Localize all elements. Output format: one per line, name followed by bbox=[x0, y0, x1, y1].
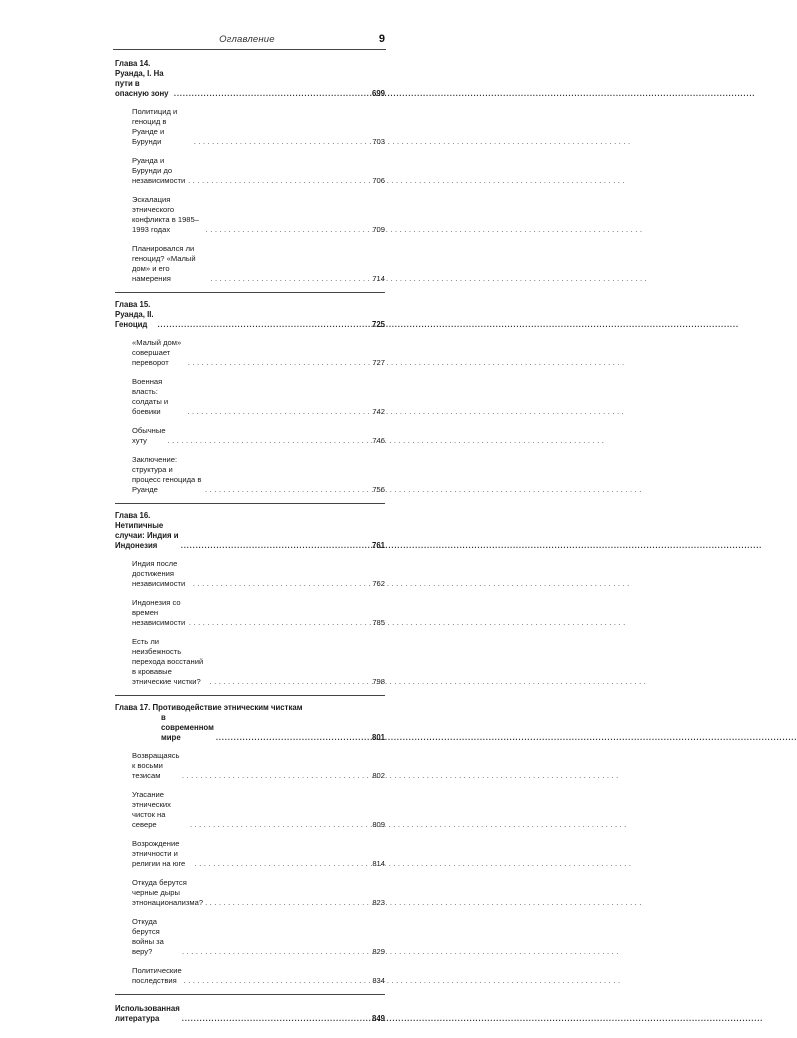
section-title: Откуда берутся черные дыры этнонационализма? bbox=[132, 878, 204, 907]
toc-section-entry[interactable] bbox=[115, 917, 385, 957]
toc-section-entry[interactable] bbox=[115, 244, 385, 284]
section-title: Политические последствия bbox=[132, 966, 182, 985]
section-title: Планировался ли геноцид? «Малый дом» и его намерения bbox=[132, 244, 209, 284]
section-page: 714 bbox=[372, 274, 385, 283]
toc-section-entry[interactable] bbox=[115, 195, 385, 235]
dot-leader bbox=[194, 137, 371, 147]
dot-leader bbox=[184, 976, 371, 986]
section-title: Есть ли неизбежность перехода восстаний в кровавые этнические чистки? bbox=[132, 637, 209, 687]
chapter-title-line2: в современном мире bbox=[161, 713, 214, 742]
dot-leader bbox=[206, 225, 371, 235]
section-title: Индия после достижения независимости bbox=[132, 559, 192, 589]
toc-chapter-entry[interactable] bbox=[115, 511, 385, 551]
toc-section-entry[interactable] bbox=[115, 598, 385, 628]
bibliography-title: Использованная литература bbox=[115, 1004, 180, 1023]
toc-section-entry[interactable] bbox=[115, 966, 385, 986]
toc-bibliography-entry[interactable] bbox=[115, 1004, 385, 1024]
header-divider bbox=[113, 49, 386, 50]
section-title: Возвращаясь к восьми тезисам bbox=[132, 751, 180, 780]
section-page: 742 bbox=[372, 407, 385, 416]
dot-leader bbox=[188, 358, 371, 368]
dot-leader bbox=[205, 898, 370, 908]
section-title: Откуда берутся войны за веру? bbox=[132, 917, 181, 957]
dot-leader bbox=[193, 579, 370, 589]
toc-section-entry[interactable] bbox=[115, 559, 385, 589]
toc-section-entry[interactable] bbox=[115, 878, 385, 908]
dot-leader bbox=[157, 320, 370, 330]
dot-leader bbox=[182, 1014, 370, 1024]
dot-leader bbox=[182, 771, 370, 781]
section-page: 829 bbox=[372, 947, 385, 956]
dot-leader bbox=[187, 407, 370, 417]
toc-chapter-entry[interactable] bbox=[115, 703, 385, 713]
section-page: 746 bbox=[372, 436, 385, 445]
toc-section-entry[interactable] bbox=[115, 751, 385, 781]
section-title: Обычные хуту bbox=[132, 426, 166, 445]
dot-leader bbox=[189, 618, 370, 628]
toc-chapter-entry[interactable] bbox=[115, 59, 385, 99]
chapter-page: 761 bbox=[371, 541, 385, 550]
chapter-17 bbox=[115, 703, 385, 995]
section-title: Руанда и Бурунди до независимости bbox=[132, 156, 186, 185]
toc-section-entry[interactable] bbox=[115, 839, 385, 869]
toc-section-entry[interactable] bbox=[115, 338, 385, 368]
section-title: Возрождение этничности и религии на юге bbox=[132, 839, 194, 869]
running-header bbox=[115, 33, 385, 47]
section-page: 709 bbox=[372, 225, 385, 234]
dot-leader bbox=[188, 176, 370, 186]
chapter-title: Глава 15. Руанда, II. Геноцид bbox=[115, 300, 156, 330]
toc-section-entry[interactable] bbox=[115, 156, 385, 186]
section-title: Эскалация этнического конфликта в 1985–1993 годах bbox=[132, 195, 205, 235]
section-page: 706 bbox=[372, 176, 385, 185]
section-page: 798 bbox=[372, 677, 385, 686]
table-of-contents bbox=[115, 59, 385, 1038]
bibliography-page: 849 bbox=[371, 1014, 385, 1023]
toc-section-entry[interactable] bbox=[115, 377, 385, 417]
section-title: Политицид и геноцид в Руанде и Бурунди bbox=[132, 107, 193, 147]
toc-section-entry[interactable] bbox=[115, 637, 385, 687]
section-page: 756 bbox=[372, 485, 385, 494]
running-header-title: Оглавление bbox=[219, 34, 275, 45]
toc-section-entry[interactable] bbox=[115, 107, 385, 147]
chapter-page: 699 bbox=[371, 89, 385, 98]
section-page: 703 bbox=[372, 137, 385, 146]
dot-leader bbox=[210, 274, 370, 284]
section-title: Угасание этнических чисток на севере bbox=[132, 790, 189, 830]
dot-leader bbox=[168, 436, 371, 446]
dot-leader bbox=[174, 89, 370, 99]
chapter-14 bbox=[115, 59, 385, 293]
section-title: Индонезия со времен независимости bbox=[132, 598, 188, 628]
dot-leader bbox=[216, 733, 370, 743]
dot-leader bbox=[190, 820, 370, 830]
section-page: 727 bbox=[372, 358, 385, 367]
dot-leader bbox=[195, 859, 371, 869]
section-page: 809 bbox=[372, 820, 385, 829]
section-page: 834 bbox=[372, 976, 385, 985]
dot-leader bbox=[182, 947, 370, 957]
page-number: 9 bbox=[378, 33, 385, 45]
toc-section-entry[interactable] bbox=[115, 455, 385, 495]
toc-section-entry[interactable] bbox=[115, 790, 385, 830]
chapter-page: 725 bbox=[371, 320, 385, 329]
dot-leader bbox=[210, 677, 371, 687]
section-page: 802 bbox=[372, 771, 385, 780]
chapter-title-line1: Глава 17. Противодействие этническим чисткам bbox=[115, 703, 303, 712]
section-page: 785 bbox=[372, 618, 385, 627]
section-page: 762 bbox=[372, 579, 385, 588]
toc-chapter-entry[interactable] bbox=[115, 300, 385, 330]
section-title: Заключение: структура и процесс геноцида в Руанде bbox=[132, 455, 204, 495]
section-page: 814 bbox=[372, 859, 385, 868]
section-page: 823 bbox=[372, 898, 385, 907]
toc-chapter-entry-continued[interactable] bbox=[115, 713, 385, 743]
section-title: «Малый дом» совершает переворот bbox=[132, 338, 187, 368]
dot-leader bbox=[205, 485, 370, 495]
chapter-title: Глава 14. Руанда, I. На пути в опасную зону bbox=[115, 59, 173, 99]
bibliography bbox=[115, 1004, 385, 1038]
chapter-15 bbox=[115, 300, 385, 504]
chapter-page: 801 bbox=[371, 733, 385, 742]
dot-leader bbox=[181, 541, 370, 551]
section-title: Военная власть: солдаты и боевики bbox=[132, 377, 186, 417]
chapter-16 bbox=[115, 511, 385, 696]
chapter-title: Глава 16. Нетипичные случаи: Индия и Индонезия bbox=[115, 511, 179, 550]
toc-section-entry[interactable] bbox=[115, 426, 385, 446]
